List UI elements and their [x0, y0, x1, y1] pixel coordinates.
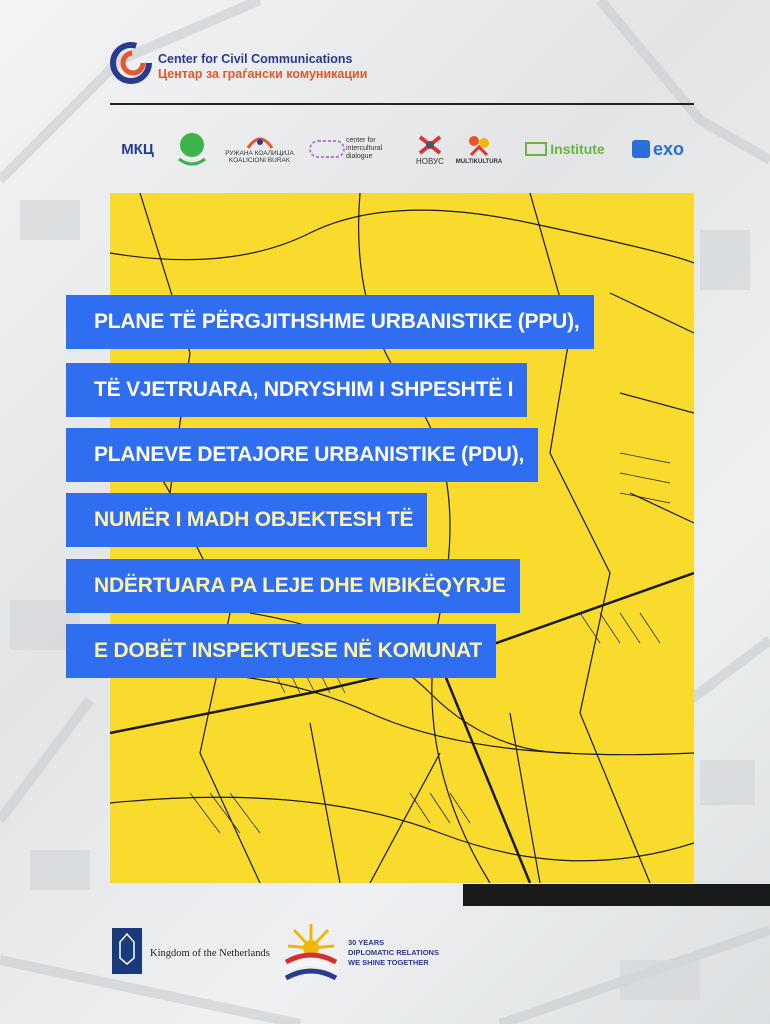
- headline-line-6: E DOBËT INSPEKTUESE NË KOMUNAT: [66, 624, 496, 678]
- header-divider: [110, 103, 694, 105]
- anniversary-line-2: DIPLOMATIC RELATIONS: [348, 948, 439, 957]
- anniversary-line-1: 30 YEARS: [348, 938, 385, 947]
- headline-line-2: TË VJETRUARA, NDRYSHIM I SHPESHTË I: [66, 363, 527, 417]
- mkc-logo: МКЦ: [121, 140, 154, 158]
- netherlands-label: Kingdom of the Netherlands: [150, 948, 270, 959]
- exo-logo: exo: [622, 125, 694, 173]
- roma-coalition-logo: РУЖАНА КОАЛИЦИЈА KOALICIONI BURAK: [222, 125, 297, 173]
- org-header: [110, 40, 694, 110]
- ccc-logo-icon: [110, 42, 152, 84]
- org-name-mk: Центар за граѓански комуникации: [158, 67, 368, 81]
- headline-line-1: PLANE TË PËRGJITHSHME URBANISTIKE (PPU),: [66, 295, 594, 349]
- multikultura-logo: MULTIKULTURA: [454, 125, 504, 173]
- anniversary-sun-icon: [280, 918, 342, 984]
- netherlands-crest-icon: [112, 928, 142, 974]
- headline-line-4: NUMËR I MADH OBJEKTESH TË: [66, 493, 427, 547]
- partner-logos: [110, 125, 694, 175]
- anniversary-line-3: WE SHINE TOGETHER: [348, 958, 429, 967]
- black-accent-bar: [463, 884, 770, 906]
- headline-line-5: NDËRTUARA PA LEJE DHE MBIKËQYRJE: [66, 559, 520, 613]
- novus-logo: НОВУС: [410, 125, 450, 173]
- apple-hand-logo: [172, 125, 212, 173]
- footer: [110, 918, 694, 988]
- org-name-en: Center for Civil Communications: [158, 52, 353, 66]
- headline-line-3: PLANEVE DETAJORE URBANISTIKE (PDU),: [66, 428, 538, 482]
- anniversary-text: [348, 938, 439, 968]
- intercultural-dialogue-logo: center for intercultural dialogue: [306, 125, 406, 173]
- institute-logo: Institute: [516, 125, 614, 173]
